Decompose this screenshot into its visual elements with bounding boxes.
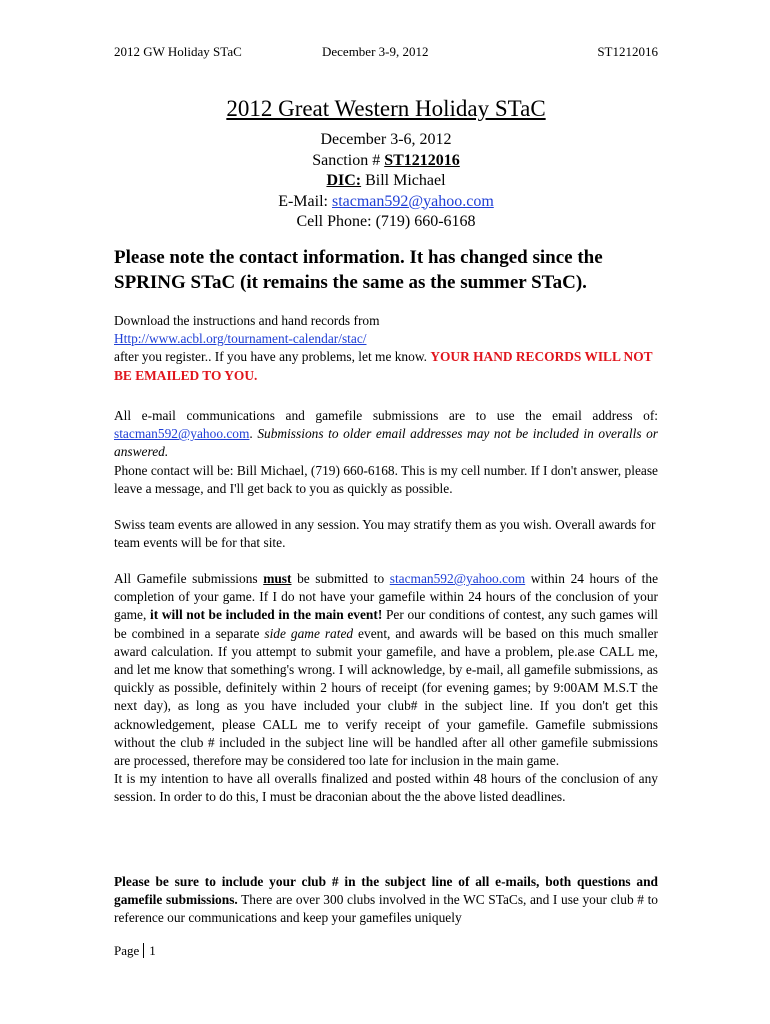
sanction-label: Sanction # <box>312 151 385 169</box>
email-link[interactable]: stacman592@yahoo.com <box>331 192 494 210</box>
gamefile-text-e: event, and awards will be based on this much smaller award calculation. If you attempt to submit your gamefile, and have a problem, ple.ase CALL me, and let me know that something's wrong. I will acknowledge, by e-mail, all gamefile submissions, as quickly as possible, definitely within 2 hours of receipt (for evening games; by 9:00AM M.S.T the next day), as long as you have included your club# in the subject line. If you don't get this acknowledgement, please CALL me to verify receipt of your gamefile. Gamefile submissions without the club # included in the subject line will be handled after all other gamefile submissions are processed, therefore may be considered too late for inclusion in the main game. <box>114 625 658 769</box>
gamefile-text-d: Per our conditions of contest, any such games will be combined in a separate <box>114 607 658 641</box>
stac-url-link[interactable]: Http://www.acbl.org/tournament-calendar/stac/ <box>114 331 367 347</box>
overalls-intention: It is my intention to have all overalls finalized and posted within 48 hours of the conclusion of any session. In order to do this, I must be draconian about the the above listed deadlines. <box>114 771 658 805</box>
page-footer <box>114 943 156 959</box>
gamefile-text-b: be submitted to <box>291 571 390 586</box>
gamefile-text-a: All Gamefile submissions <box>114 571 264 586</box>
email-intro: All e-mail communications and gamefile submissions are to use the email address of: <box>114 408 658 423</box>
swiss-paragraph: Swiss team events are allowed in any session. You may stratify them as you wish. Overall awards for team events will be for that site. <box>114 517 656 551</box>
email-line <box>114 192 658 213</box>
download-after: after you register.. If you have any problems, let me know. <box>114 349 431 365</box>
not-included-warning: it will not be included in the main event! <box>150 607 383 623</box>
document-title: 2012 Great Western Holiday STaC <box>226 96 546 121</box>
email-label: E-Mail: <box>278 192 332 210</box>
sanction-number: ST1212016 <box>384 151 460 169</box>
club-number-paragraph <box>114 873 658 928</box>
page-number: 1 <box>149 943 156 958</box>
header-right: ST1212016 <box>597 44 658 59</box>
dic-name: Bill Michael <box>361 172 446 189</box>
sanction-line <box>114 151 658 172</box>
club-number-rest: There are over 300 clubs involved in the WC STaCs, and I use your club # to reference our communications and keep your gamefiles uniquely <box>114 892 658 926</box>
header-left: 2012 GW Holiday STaC <box>114 44 242 59</box>
club-number-instruction: Please be sure to include your club # in the subject line of all e-mails, both questions and gamefile submissions. <box>114 874 658 908</box>
header-center: December 3-9, 2012 <box>322 44 429 59</box>
email-period: . <box>249 426 258 442</box>
contact-notice: Please note the contact information. It has changed since the SPRING STaC (it remains the same as the summer STaC). <box>114 247 603 293</box>
phone-contact: Phone contact will be: Bill Michael, (719) 660-6168. This is my cell number. If I don't answer, please leave a message, and I'll get back to you as quickly as possible. <box>114 462 658 496</box>
footer-divider <box>143 943 144 958</box>
email-paragraph <box>114 407 658 498</box>
download-intro: Download the instructions and hand records from <box>114 313 380 328</box>
side-game-rated: side game rated <box>264 625 354 641</box>
dic-label: DIC: <box>326 172 362 189</box>
hand-records-warning: YOUR HAND RECORDS WILL NOT BE EMAILED TO YOU. <box>114 349 653 383</box>
download-paragraph <box>114 312 658 385</box>
title-block <box>114 96 658 233</box>
must-emphasis: must <box>263 571 292 586</box>
older-address-warning: Submissions to older email addresses may not be included in overalls or answered. <box>114 426 658 460</box>
page-label: Page <box>114 943 140 958</box>
event-dates: December 3-6, 2012 <box>320 131 452 148</box>
gamefile-paragraph <box>114 570 658 807</box>
gamefile-email-link[interactable]: stacman592@yahoo.com <box>389 571 526 586</box>
dic-line <box>114 171 658 192</box>
gamefile-text-c: within 24 hours of the completion of your game. If I do not have your gamefile within 24 hours of the conclusion of your game, <box>114 571 659 623</box>
submission-email-link[interactable]: stacman592@yahoo.com <box>114 426 250 442</box>
phone-line: Cell Phone: (719) 660-6168 <box>296 213 476 230</box>
running-header <box>114 44 658 64</box>
